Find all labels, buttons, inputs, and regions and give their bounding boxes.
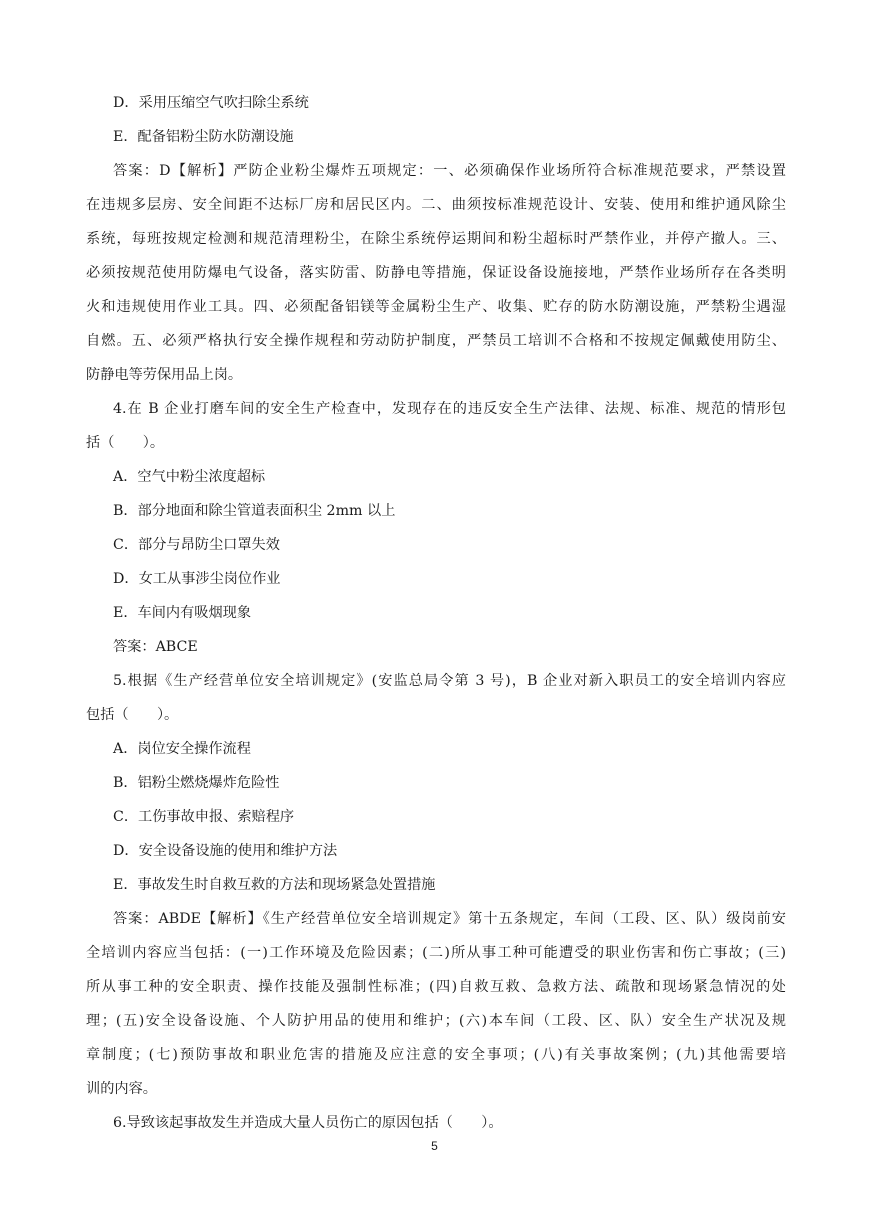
- text-line: 理；(五)安全设备设施、个人防护用品的使用和维护；(六)本车间（工段、区、队）安全生产状况及规: [86, 1013, 786, 1029]
- text-line: E．配备铝粉尘防水防潮设施: [113, 129, 294, 145]
- text-line: D．女工从事涉尘岗位作业: [113, 571, 281, 587]
- text-line: 防静电等劳保用品上岗。: [86, 367, 243, 383]
- text-line: 章制度；(七)预防事故和职业危害的措施及应注意的安全事项；(八)有关事故案例；(九)其他需要培: [86, 1047, 786, 1063]
- text-line: 自燃。五、必须严格执行安全操作规程和劳动防护制度，严禁员工培训不合格和不按规定佩戴使用防尘、: [86, 333, 786, 349]
- document-body: [86, 86, 786, 1140]
- text-line: B．铝粉尘燃烧爆炸危险性: [113, 775, 280, 791]
- text-line: A．岗位安全操作流程: [113, 741, 251, 757]
- page-number: 5: [431, 1139, 438, 1153]
- text-line: 答案：ABCE: [113, 639, 198, 655]
- text-line: E．事故发生时自救互救的方法和现场紧急处置措施: [113, 877, 436, 893]
- text-line: 答案：ABDE【解析】《生产经营单位安全培训规定》第十五条规定，车间（工段、区、队）级岗前安: [113, 911, 786, 927]
- text-line: 5.根据《生产经营单位安全培训规定》(安监总局令第 3 号)，B 企业对新入职员工的安全培训内容应: [113, 673, 786, 689]
- text-line: 括（ ）。: [86, 435, 165, 451]
- text-line: 6.导致该起事故发生并造成大量人员伤亡的原因包括（ ）。: [113, 1115, 503, 1131]
- text-line: 训的内容。: [86, 1081, 157, 1097]
- text-line: C．部分与昂防尘口罩失效: [113, 537, 280, 553]
- text-line: E．车间内有吸烟现象: [113, 605, 252, 621]
- text-line: D．采用压缩空气吹扫除尘系统: [113, 95, 309, 111]
- text-line: 包括（ ）。: [86, 707, 179, 723]
- text-line: 系统，每班按规定检测和规范清理粉尘，在除尘系统停运期间和粉尘超标时严禁作业，并停产撤人。三、: [86, 231, 786, 247]
- text-line: 必须按规范使用防爆电气设备，落实防雷、防静电等措施，保证设备设施接地，严禁作业场所存在各类明: [86, 265, 786, 281]
- text-line: B．部分地面和除尘管道表面积尘 2mm 以上: [113, 503, 396, 519]
- text-line: A．空气中粉尘浓度超标: [113, 469, 266, 485]
- text-line: D．安全设备设施的使用和维护方法: [113, 843, 338, 859]
- text-line: 火和违规使用作业工具。四、必须配备铝镁等金属粉尘生产、收集、贮存的防水防潮设施，严禁粉尘遇湿: [86, 299, 786, 315]
- text-line: 全培训内容应当包括：(一)工作环境及危险因素；(二)所从事工种可能遭受的职业伤害和伤亡事故；(三): [86, 945, 786, 961]
- text-line: 4.在 B 企业打磨车间的安全生产检查中，发现存在的违反安全生产法律、法规、标准、规范的情形包: [113, 401, 786, 417]
- text-line: C．工伤事故申报、索赔程序: [113, 809, 295, 825]
- text-line: 所从事工种的安全职责、操作技能及强制性标准；(四)自救互救、急救方法、疏散和现场紧急情况的处: [86, 979, 786, 995]
- text-line: 答案：D【解析】严防企业粉尘爆炸五项规定：一、必须确保作业场所符合标准规范要求，严禁设置: [113, 163, 786, 179]
- text-line: 在违规多层房、安全间距不达标厂房和居民区内。二、曲须按标准规范设计、安装、使用和维护通风除尘: [86, 197, 786, 213]
